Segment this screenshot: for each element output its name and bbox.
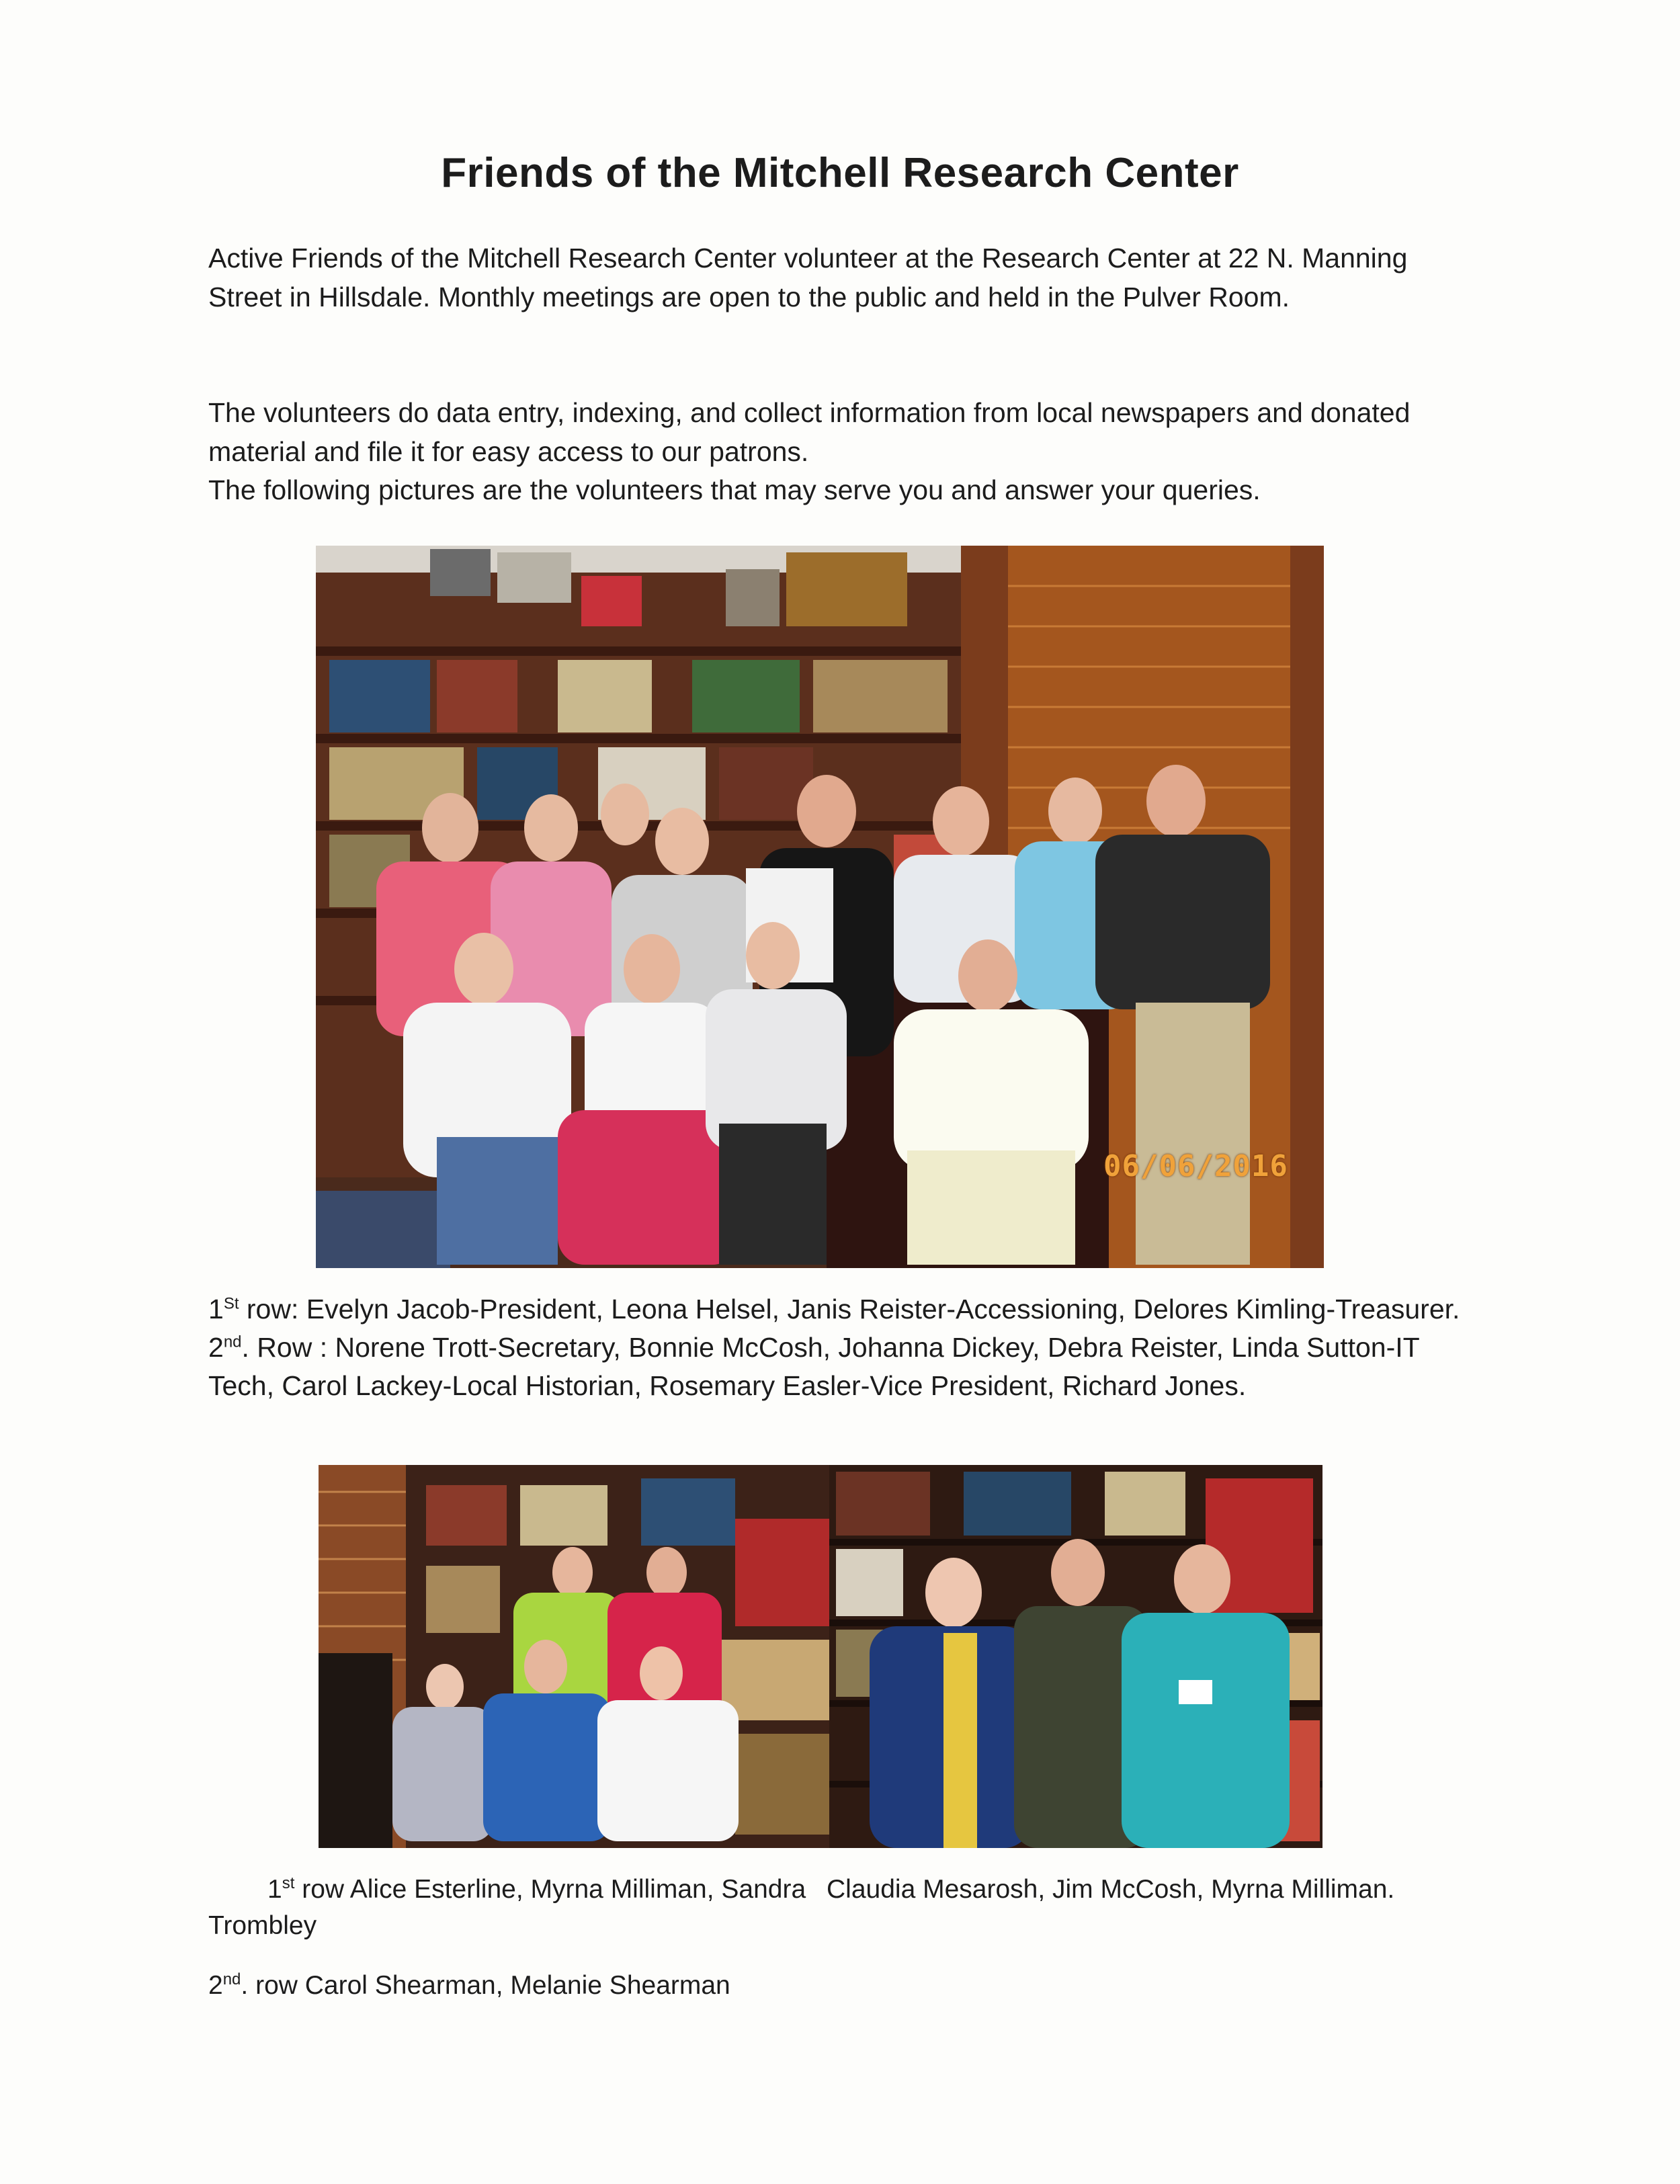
group-photo-right	[829, 1465, 1322, 1848]
caption-row1-suffix: St	[223, 1294, 239, 1313]
caption-row1-text: row: Evelyn Jacob-President, Leona Helsel, Janis Reister-Accessioning, Delores Kimling-Treasurer. 2	[208, 1294, 1460, 1363]
caption-left-row2-num: 2	[208, 1971, 223, 2000]
intro-paragraph-3: The following pictures are the volunteers that may serve you and answer your queries.	[208, 474, 1261, 505]
caption-row2-suffix: nd	[223, 1333, 242, 1351]
page-title: Friends of the Mitchell Research Center	[441, 150, 1239, 196]
caption-left-row1-suffix: st	[282, 1874, 295, 1892]
caption-row2-text: . Row : Norene Trott-Secretary, Bonnie McCosh, Johanna Dickey, Debra Reister, Linda Sutton-IT Tech, Carol Lackey-Local Historian, Rosemary Easler-Vice President, Richard Jones.	[208, 1332, 1419, 1401]
caption-row1-num: 1	[208, 1294, 224, 1325]
group-photo-left-image	[319, 1465, 829, 1848]
caption-left-row1-num: 1	[267, 1875, 282, 1904]
photo-left-caption-row1	[208, 1872, 813, 1944]
group-photo-left	[319, 1465, 829, 1848]
photo-main-caption	[208, 1290, 1485, 1405]
photo-date-stamp: 06/06/2016	[1103, 1149, 1288, 1183]
caption-left-row2-suffix: nd	[222, 1970, 241, 1988]
caption-left-row1-text: row Alice Esterline, Myrna Milliman, Sandra Trombley	[208, 1875, 806, 1940]
photo-left-caption-row2	[208, 1968, 1015, 2004]
photo-right-caption: Claudia Mesarosh, Jim McCosh, Myrna Milliman.	[827, 1875, 1395, 1904]
caption-left-row2-text: . row Carol Shearman, Melanie Shearman	[241, 1971, 730, 2000]
intro-paragraph-2: The volunteers do data entry, indexing, and collect information from local newspapers and donated material and file it for easy access to our patrons.	[208, 397, 1411, 467]
group-photo-right-image	[829, 1465, 1322, 1848]
intro-paragraph-1: Active Friends of the Mitchell Research Center volunteer at the Research Center at 22 N. Manning Street in Hillsdale. Monthly meetings are open to the public and held in the Pulver Room.	[208, 243, 1408, 312]
